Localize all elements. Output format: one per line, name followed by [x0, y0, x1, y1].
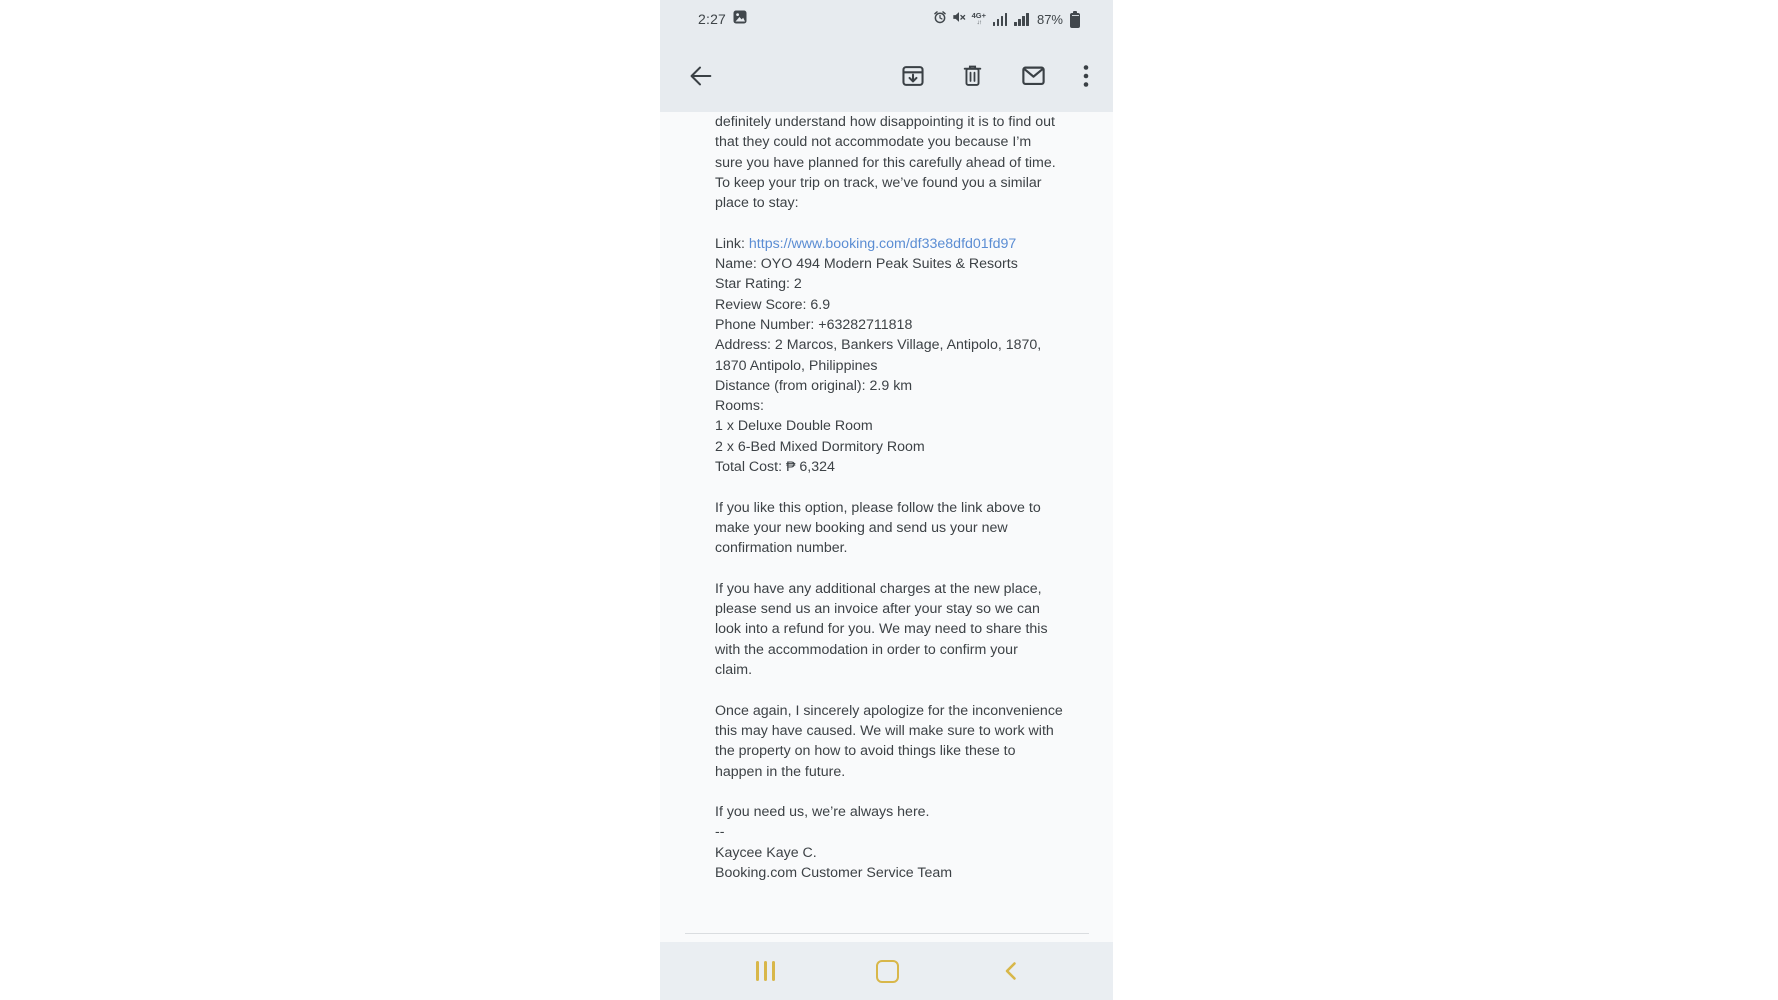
mute-icon	[952, 10, 966, 29]
signal-icon-sim2	[1014, 13, 1029, 26]
email-text-line: 1 x Deluxe Double Room	[715, 418, 873, 435]
email-text-line: please send us an invoice after your stay so we can	[715, 601, 1040, 618]
email-text-line: sure you have planned for this carefully ahead of time.	[715, 154, 1056, 171]
email-text-line: this may have caused. We will make sure to work with	[715, 722, 1054, 739]
email-text-line: Review Score: 6.9	[715, 296, 831, 313]
clock: 2:27	[698, 11, 727, 27]
email-paragraph	[715, 579, 1080, 680]
email-paragraph	[715, 701, 1080, 782]
email-text-line: Phone Number: +63282711818	[715, 316, 913, 333]
nav-back-button[interactable]	[994, 942, 1028, 1000]
email-text-line	[715, 234, 1080, 254]
battery-icon	[1070, 11, 1080, 28]
archive-button[interactable]	[893, 38, 933, 113]
email-paragraph	[715, 498, 1080, 559]
email-paragraph	[715, 112, 1080, 213]
email-body	[715, 112, 1080, 904]
home-button[interactable]	[865, 942, 909, 1000]
back-button[interactable]	[680, 38, 720, 113]
email-text-line: To keep your trip on track, we’ve found you a similar	[715, 174, 1042, 191]
email-text-line: Rooms:	[715, 398, 764, 415]
email-text-line: look into a refund for you. We may need to share this	[715, 621, 1048, 638]
email-text-line: --	[715, 824, 725, 841]
battery-percent-label: 87%	[1036, 11, 1063, 27]
recents-button[interactable]	[748, 942, 782, 1000]
email-text-line: If you have any additional charges at the new place,	[715, 580, 1042, 597]
mail-button[interactable]	[1013, 38, 1053, 113]
email-text-line: Booking.com Customer Service Team	[715, 864, 953, 881]
email-paragraph	[715, 234, 1080, 478]
email-text-line: the property on how to avoid things like these to	[715, 743, 1016, 760]
email-content-area[interactable]	[660, 112, 1113, 935]
email-text-line: Kaycee Kaye C.	[715, 844, 817, 861]
status-bar-right	[933, 0, 1080, 38]
email-text-line: Distance (from original): 2.9 km	[715, 377, 913, 394]
image-notification-icon	[733, 10, 747, 29]
email-text-line: make your new booking and send us your new	[715, 519, 1008, 536]
content-divider	[685, 933, 1089, 934]
email-text-line: Star Rating: 2	[715, 276, 802, 293]
signal-icon	[993, 13, 1008, 26]
email-text-line: If you need us, we’re always here.	[715, 804, 930, 821]
booking-link[interactable]: https://www.booking.com/df33e8dfd01fd97	[748, 235, 1017, 252]
email-text-line: claim.	[715, 662, 753, 679]
email-text-line: with the accommodation in order to confirm your	[715, 641, 1018, 658]
email-text-line: confirmation number.	[715, 540, 848, 557]
phone-screen	[660, 0, 1113, 1000]
more-options-button[interactable]	[1066, 38, 1106, 113]
email-text-line: Address: 2 Marcos, Bankers Village, Antipolo, 1870,	[715, 337, 1042, 354]
link-label: Link:	[715, 235, 749, 252]
email-text-line: 2 x 6-Bed Mixed Dormitory Room	[715, 438, 925, 455]
email-text-line: that they could not accommodate you because I’m	[715, 134, 1032, 151]
email-text-line: Name: OYO 494 Modern Peak Suites & Resorts	[715, 256, 1018, 273]
network-arrows: ↓↑	[976, 18, 982, 26]
email-text-line: definitely understand how disappointing it is to find out	[715, 114, 1055, 130]
email-text-line: happen in the future.	[715, 763, 846, 780]
home-icon	[876, 960, 899, 983]
email-text-line: place to stay:	[715, 195, 799, 212]
email-text-line: 1870 Antipolo, Philippines	[715, 357, 878, 374]
mobile-data-icon	[972, 12, 986, 27]
status-bar	[660, 0, 1113, 38]
email-toolbar	[660, 38, 1113, 113]
navigation-bar	[660, 942, 1113, 1000]
email-text-line: Once again, I sincerely apologize for the inconvenience	[715, 702, 1063, 719]
alarm-icon	[933, 10, 947, 29]
email-text-line: If you like this option, please follow the link above to	[715, 499, 1041, 516]
email-text-line: Total Cost: ₱ 6,324	[715, 459, 835, 476]
email-paragraph	[715, 802, 1080, 883]
delete-button[interactable]	[952, 38, 992, 113]
status-bar-left	[698, 0, 747, 38]
network-type-label: 4G+	[971, 10, 986, 20]
